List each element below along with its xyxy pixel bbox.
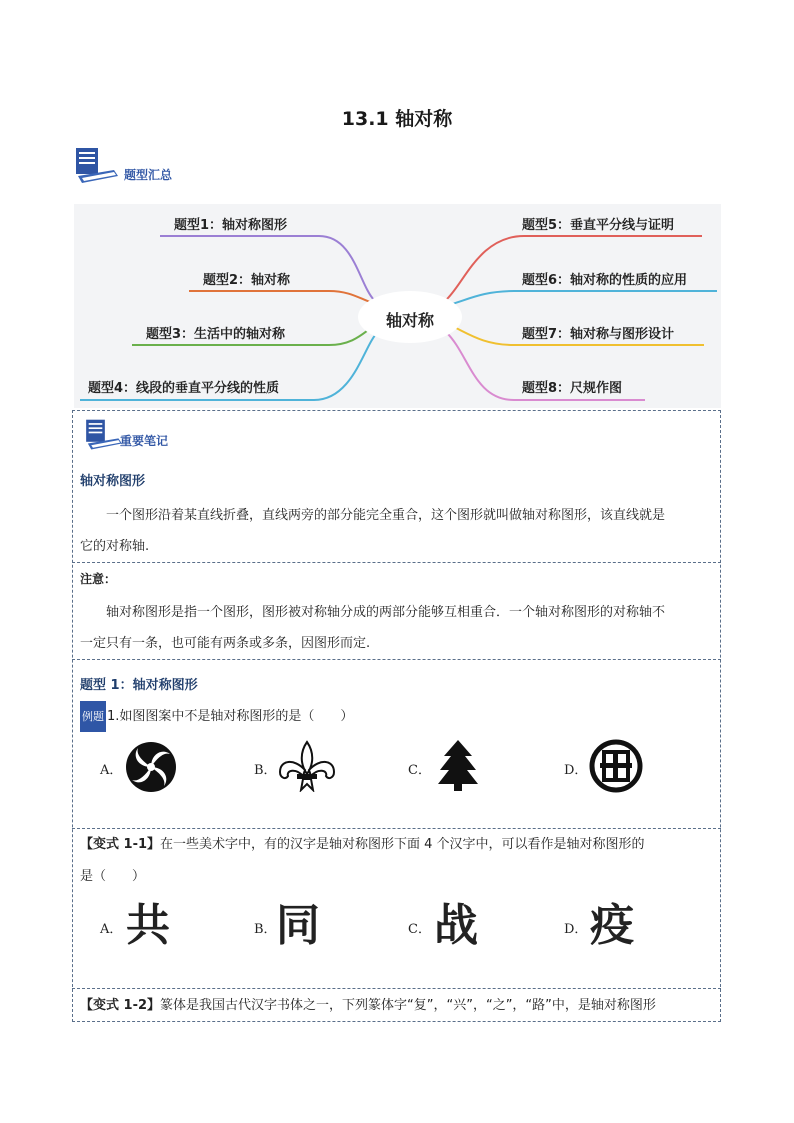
note-text-line-1: 轴对称图形是指一个图形，图形被对称轴分成的两部分能够互相重合．一个轴对称图形的对称轴不 (106, 605, 666, 620)
divider (72, 988, 721, 989)
hanzi-option-d: 疫 (590, 900, 634, 951)
pine-tree-icon (436, 738, 480, 792)
hanzi-option-a: 共 (126, 900, 170, 951)
branch-left-3: 题型3：生活中的轴对称 (146, 327, 286, 342)
option-label-c: C． (408, 763, 431, 778)
example-question (80, 701, 353, 732)
branch-right-1: 题型5：垂直平分线与证明 (522, 218, 675, 233)
hanzi-option-c: 战 (434, 900, 478, 951)
option-label-d: D． (564, 922, 588, 937)
section-header-notes (84, 418, 204, 454)
mind-map (74, 204, 721, 408)
option-label-b: B． (254, 922, 277, 937)
swirl-disc-icon (124, 740, 178, 794)
concept-heading: 轴对称图形 (80, 474, 146, 489)
note-heading: 注意： (80, 572, 117, 586)
branch-left-2: 题型2：轴对称 (203, 273, 291, 288)
hanzi-option-b: 同 (276, 900, 320, 951)
variant-1-1-line-1: 【变式 1-1】在一些美术字中，有的汉字是轴对称图形下面 4 个汉字中，可以看作是轴对称图形的 (80, 837, 645, 852)
page-title: 13.1 轴对称 (341, 108, 453, 130)
section-label: 题型汇总 (124, 168, 173, 182)
variant-1-2-line-1: 【变式 1-2】篆体是我国古代汉字书体之一，下列篆体字“复”，“兴”，“之”，“路”中，是轴对称图形 (80, 998, 656, 1013)
type1-heading: 题型 1：轴对称图形 (80, 678, 198, 693)
branch-line-2 (189, 291, 370, 302)
option-label-b: B． (254, 763, 277, 778)
branch-line-6 (452, 291, 717, 304)
branch-right-2: 题型6：轴对称的性质的应用 (522, 273, 688, 288)
branch-right-4: 题型8：尺规作图 (522, 381, 623, 396)
section-label: 重要笔记 (120, 434, 169, 448)
variant-tag: 【变式 1-1】 (80, 837, 161, 852)
option-label-c: C． (408, 922, 431, 937)
note-text-line-2: 一定只有一条，也可能有两条或多条，因图形而定. (80, 636, 371, 651)
fleur-de-lis-icon (276, 740, 338, 792)
divider (72, 659, 721, 660)
variant-tag: 【变式 1-2】 (80, 998, 161, 1013)
books-icon (74, 146, 120, 186)
option-label-a: A． (100, 763, 123, 778)
option-label-a: A． (100, 922, 123, 937)
bank-logo-icon (588, 738, 644, 794)
question-text: 1.如图图案中不是轴对称图形的是（ ） (107, 709, 354, 724)
concept-text-line-1: 一个图形沿着某直线折叠，直线两旁的部分能完全重合，这个图形就叫做轴对称图形，该直线就是 (106, 508, 666, 523)
center-label: 轴对称 (385, 311, 434, 330)
concept-text-line-2: 它的对称轴. (80, 539, 150, 554)
example-tag: 例题 (80, 701, 106, 732)
variant-1-1-line-2: 是（ ） (80, 869, 146, 884)
branch-left-4: 题型4：线段的垂直平分线的性质 (88, 381, 280, 396)
branch-left-1: 题型1：轴对称图形 (174, 218, 288, 233)
books-icon (84, 418, 124, 452)
branch-right-3: 题型7：轴对称与图形设计 (522, 327, 675, 342)
option-label-d: D． (564, 763, 588, 778)
section-header-summary (74, 146, 204, 186)
divider (72, 562, 721, 563)
